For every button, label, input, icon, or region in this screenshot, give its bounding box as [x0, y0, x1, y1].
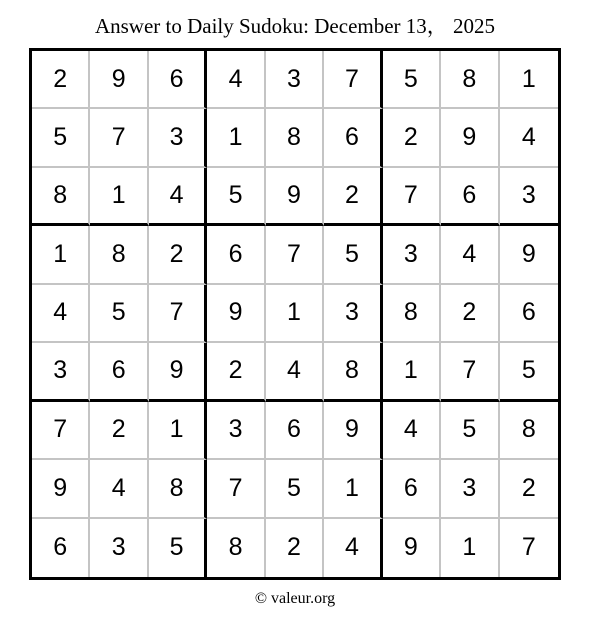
sudoku-cell: 4 [441, 226, 499, 284]
sudoku-cell: 1 [207, 109, 265, 167]
sudoku-cell: 5 [149, 519, 207, 577]
sudoku-cell: 6 [149, 51, 207, 109]
sudoku-cell: 6 [383, 460, 441, 518]
sudoku-cell: 9 [32, 460, 90, 518]
sudoku-cell: 6 [500, 285, 558, 343]
sudoku-cell: 7 [266, 226, 324, 284]
sudoku-cell: 1 [32, 226, 90, 284]
sudoku-cell: 8 [324, 343, 382, 401]
sudoku-cell: 9 [149, 343, 207, 401]
sudoku-cell: 2 [441, 285, 499, 343]
sudoku-cell: 6 [207, 226, 265, 284]
sudoku-cell: 9 [266, 168, 324, 226]
page-title: Answer to Daily Sudoku: December 13， 2025 [94, 14, 496, 38]
sudoku-cell: 8 [90, 226, 148, 284]
sudoku-cell: 7 [32, 402, 90, 460]
sudoku-cell: 7 [149, 285, 207, 343]
sudoku-cell: 4 [324, 519, 382, 577]
sudoku-cell: 4 [383, 402, 441, 460]
sudoku-cell: 9 [324, 402, 382, 460]
sudoku-cell: 8 [149, 460, 207, 518]
sudoku-cell: 4 [149, 168, 207, 226]
sudoku-cell: 3 [207, 402, 265, 460]
sudoku-cell: 3 [32, 343, 90, 401]
sudoku-cell: 7 [383, 168, 441, 226]
sudoku-cell: 2 [90, 402, 148, 460]
sudoku-cell: 8 [207, 519, 265, 577]
sudoku-cell: 5 [32, 109, 90, 167]
sudoku-cell: 9 [441, 109, 499, 167]
sudoku-cell: 9 [383, 519, 441, 577]
sudoku-cell: 8 [266, 109, 324, 167]
sudoku-cell: 2 [266, 519, 324, 577]
sudoku-cell: 2 [149, 226, 207, 284]
sudoku-cell: 5 [441, 402, 499, 460]
sudoku-cell: 7 [324, 51, 382, 109]
sudoku-cell: 6 [90, 343, 148, 401]
sudoku-cell: 1 [324, 460, 382, 518]
sudoku-cell: 5 [207, 168, 265, 226]
sudoku-cell: 6 [32, 519, 90, 577]
sudoku-cell: 4 [32, 285, 90, 343]
sudoku-grid [29, 48, 561, 580]
sudoku-cell: 6 [324, 109, 382, 167]
sudoku-cell: 7 [441, 343, 499, 401]
sudoku-cell: 1 [90, 168, 148, 226]
sudoku-cell: 7 [521, 533, 536, 562]
sudoku-cell: 3 [149, 109, 207, 167]
sudoku-cell: 1 [149, 402, 207, 460]
copyright-footer: © valeur.org [254, 590, 336, 607]
sudoku-cell: 5 [266, 460, 324, 518]
sudoku-cell: 3 [441, 460, 499, 518]
sudoku-cell: 3 [266, 51, 324, 109]
sudoku-cell: 7 [90, 109, 148, 167]
sudoku-cell: 7 [207, 460, 265, 518]
sudoku-cell: 5 [383, 51, 441, 109]
sudoku-cell: 4 [90, 460, 148, 518]
sudoku-cell: 6 [266, 402, 324, 460]
sudoku-cell: 6 [441, 168, 499, 226]
sudoku-cell: 1 [441, 519, 499, 577]
sudoku-cell: 2 [32, 51, 90, 109]
sudoku-cell: 8 [500, 402, 558, 460]
sudoku-cell: 1 [500, 51, 558, 109]
sudoku-cell: 5 [324, 226, 382, 284]
sudoku-cell: 4 [500, 109, 558, 167]
sudoku-cell: 3 [324, 285, 382, 343]
sudoku-cell: 5 [500, 343, 558, 401]
sudoku-cell: 9 [500, 226, 558, 284]
sudoku-cell: 4 [207, 51, 265, 109]
sudoku-cell: 9 [207, 285, 265, 343]
sudoku-cell: 2 [500, 460, 558, 518]
sudoku-cell: 2 [324, 168, 382, 226]
sudoku-cell: 8 [383, 285, 441, 343]
sudoku-cell: 5 [90, 285, 148, 343]
sudoku-cell: 3 [90, 519, 148, 577]
sudoku-cell: 3 [383, 226, 441, 284]
sudoku-cell: 1 [266, 285, 324, 343]
sudoku-cell: 2 [207, 343, 265, 401]
sudoku-cell: 2 [383, 109, 441, 167]
sudoku-cell: 1 [383, 343, 441, 401]
sudoku-cell: 3 [500, 168, 558, 226]
sudoku-cell: 8 [441, 51, 499, 109]
sudoku-cell: 9 [90, 51, 148, 109]
sudoku-cell: 8 [32, 168, 90, 226]
sudoku-cell: 4 [266, 343, 324, 401]
